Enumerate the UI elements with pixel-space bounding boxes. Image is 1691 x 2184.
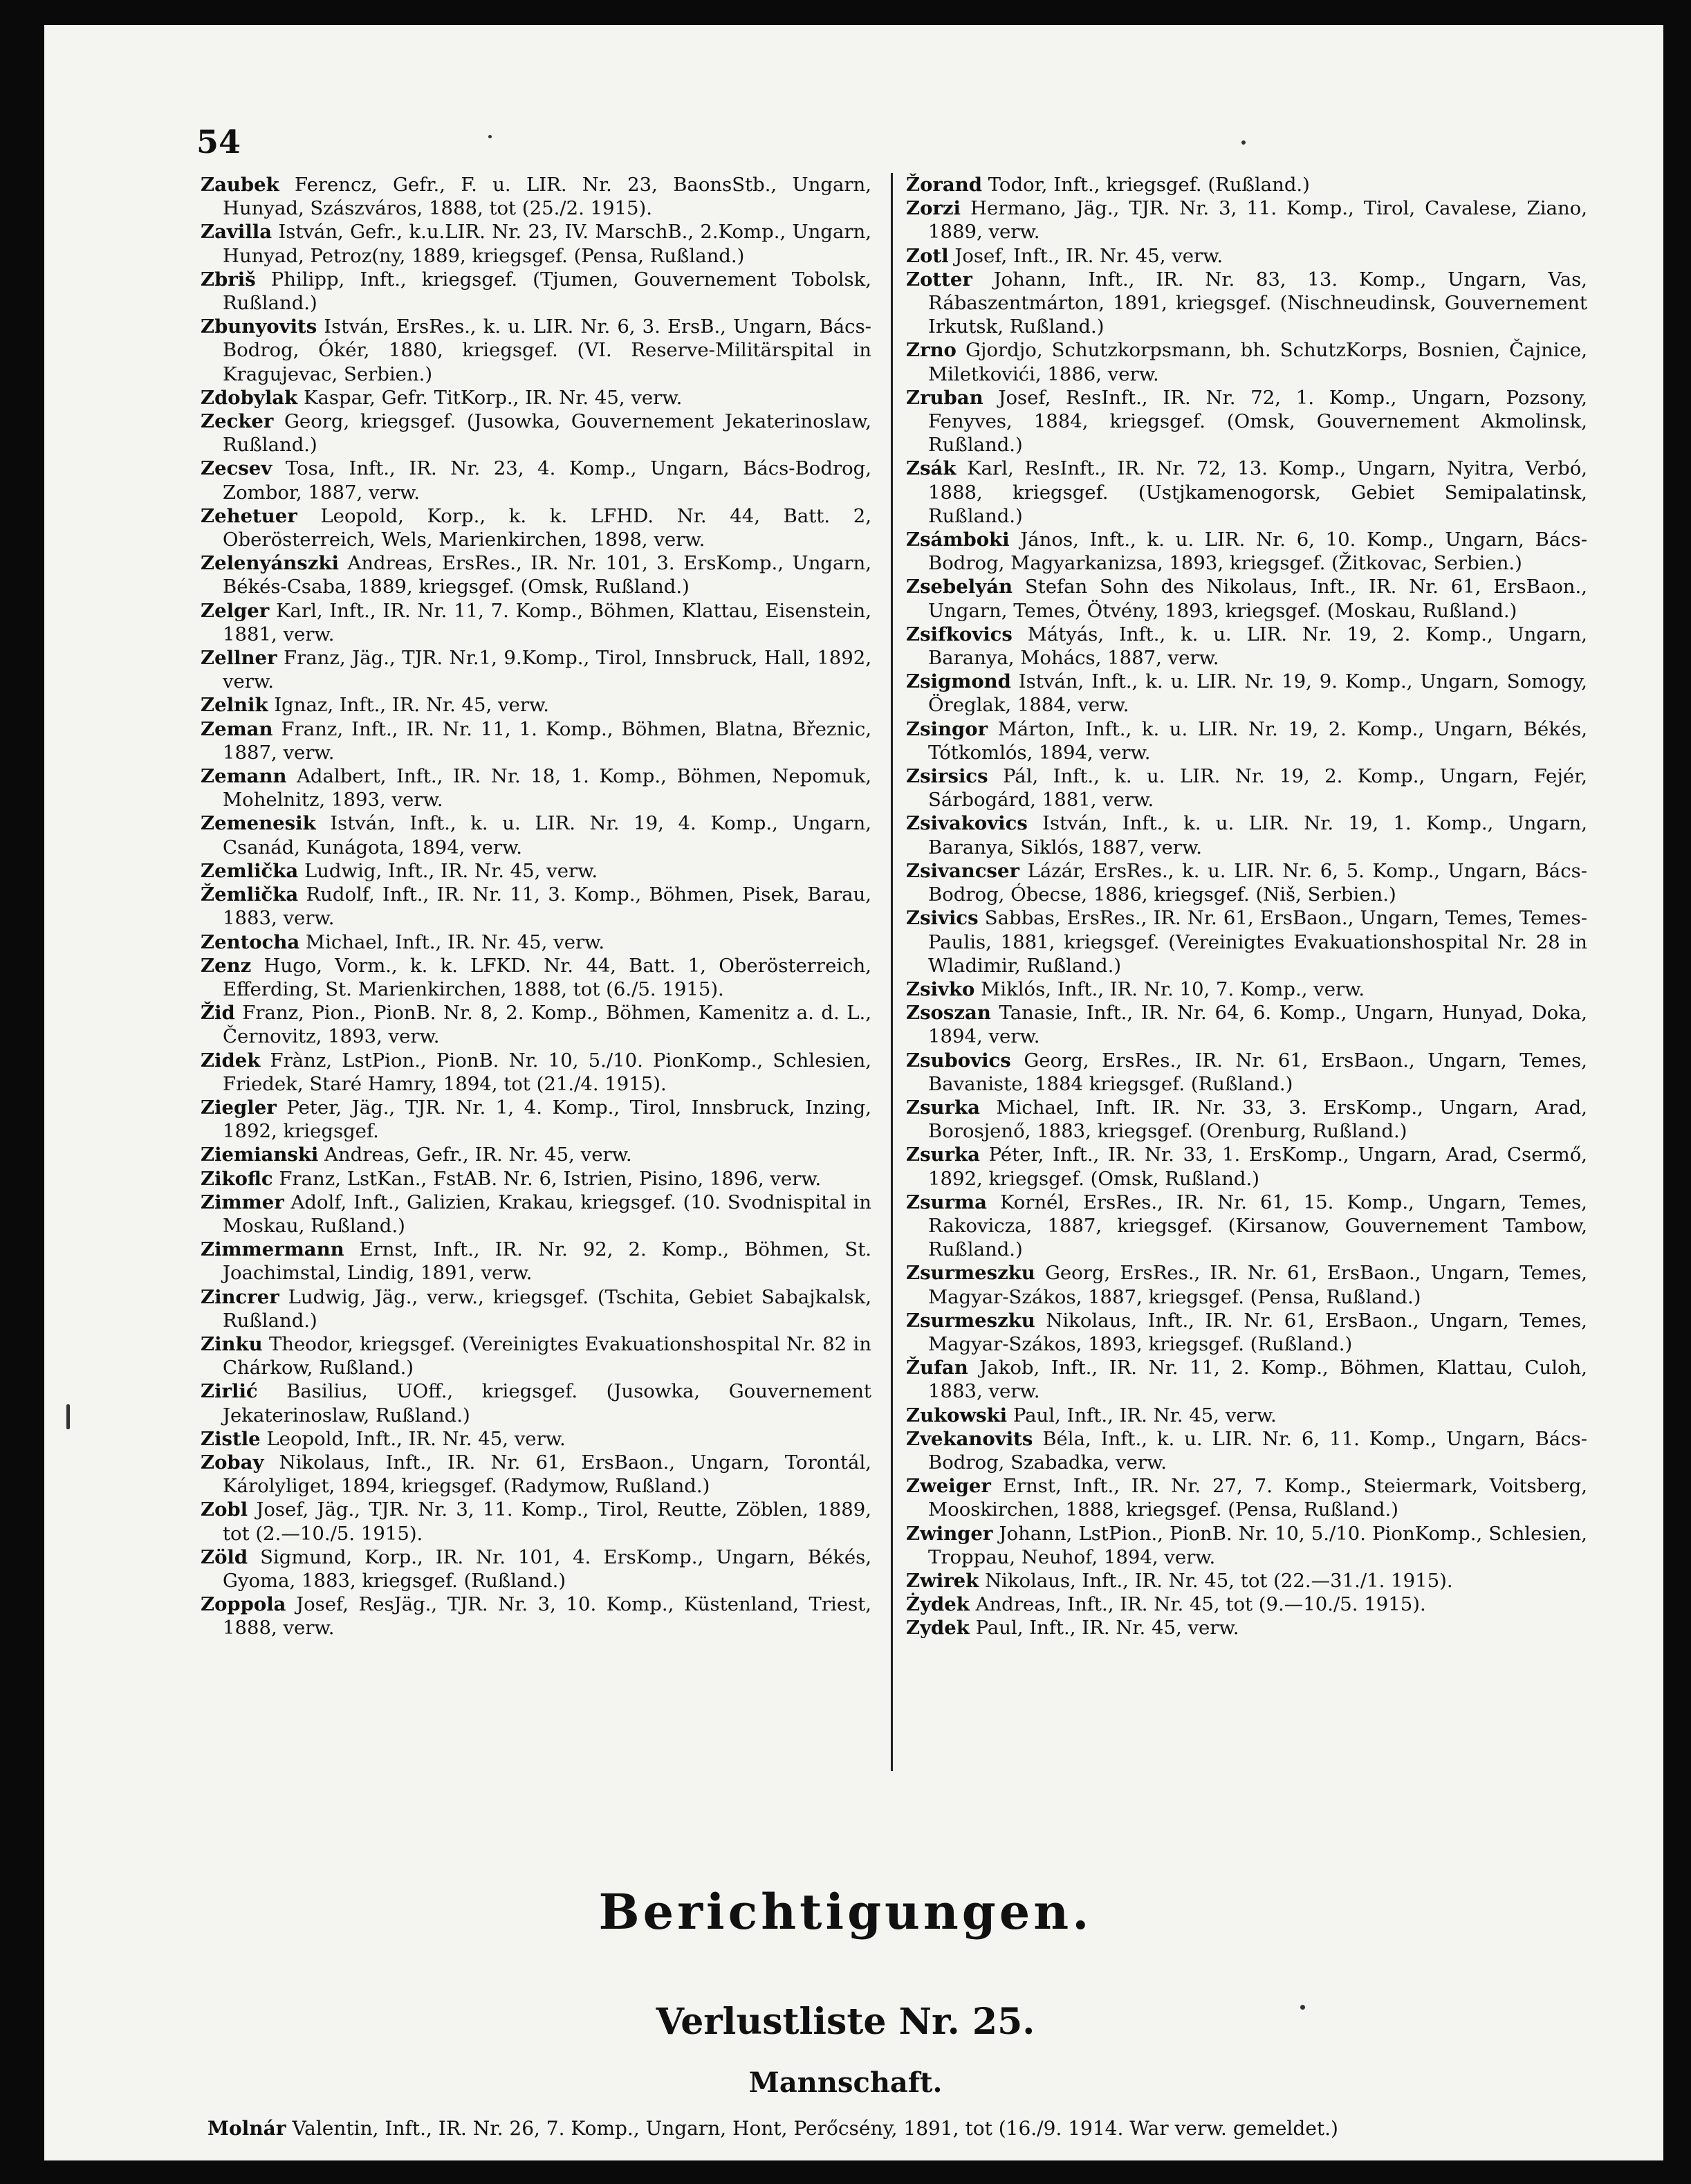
left-column [201,173,871,1640]
entry-text: Andreas, ErsRes., IR. Nr. 101, 3. ErsKomp., Ungarn, Békés-Csaba, 1889, kriegsgef. (Omsk, Rußland.) [223,552,871,598]
casualty-entry [201,1001,871,1048]
loss-list-title: Verlustliste Nr. 25. [656,2001,1035,2043]
entry-text: Johann, LstPion., PionB. Nr. 10, 5./10. PionKomp., Schlesien, Troppau, Neuhof, 1894, verw. [928,1522,1587,1568]
entry-name: Zimmer [201,1191,284,1213]
entry-text: Johann, Inft., IR. Nr. 83, 13. Komp., Ungarn, Vas, Rábaszentmárton, 1891, kriegsgef. (Nischneudinsk, Gouvernement Irkutsk, Rußland.) [928,268,1587,338]
entry-text: Leopold, Korp., k. k. LFHD. Nr. 44, Batt. 2, Oberösterreich, Wels, Marienkirchen, 1898, verw. [223,504,871,551]
entry-text: Ernst, Inft., IR. Nr. 27, 7. Komp., Steiermark, Voitsberg, Mooskirchen, 1888, kriegsgef. (Pensa, Rußland.) [928,1475,1587,1521]
casualty-entry [906,1427,1587,1474]
casualty-entry [201,1379,871,1426]
entry-text: Pál, Inft., k. u. LIR. Nr. 19, 2. Komp., Ungarn, Fejér, Sárbogárd, 1881, verw. [928,765,1587,811]
correction-entry [207,2117,1613,2140]
scan-speck [1300,2005,1305,2010]
entry-text: Kaspar, Gefr. TitKorp., IR. Nr. 45, verw. [303,386,683,409]
casualty-entry [201,1427,871,1451]
entry-text: Ludwig, Inft., IR. Nr. 45, verw. [304,859,598,882]
casualty-entry [201,883,871,930]
casualty-entry [201,954,871,1001]
entry-text: Franz, LstKan., FstAB. Nr. 6, Istrien, Pisino, 1896, verw. [279,1167,822,1190]
entry-text: Josef, Jäg., TJR. Nr. 3, 11. Komp., Tirol, Reutte, Zöblen, 1889, tot (2.—10./5. 1915). [223,1498,871,1545]
section-title: Mannschaft. [748,2066,943,2099]
casualty-entry [906,173,1587,196]
entry-text: Ludwig, Jäg., verw., kriegsgef. (Tschita, Gebiet Sabajkalsk, Rußland.) [223,1285,871,1332]
casualty-entry [906,859,1587,906]
entry-name: Zecsev [201,457,272,480]
casualty-entry [906,1309,1587,1356]
entry-name: Zsivko [906,978,975,1000]
entry-text: Josef, ResInft., IR. Nr. 72, 1. Komp., Ungarn, Pozsony, Fenyves, 1884, kriegsgef. (Omsk, Gouvernement Akmolinsk, Rußland.) [928,386,1587,457]
entry-name: Zbriš [201,268,256,291]
right-column [906,173,1587,1640]
column-divider [891,173,893,1771]
scan-speck [1241,140,1246,145]
entry-name: Zsámboki [906,529,1010,551]
entry-text: Todor, Inft., kriegsgef. (Rußland.) [988,174,1310,196]
entry-text: Andreas, Inft., IR. Nr. 45, tot (9.—10./5. 1915). [975,1593,1426,1616]
entry-name: Zsubovics [906,1049,1011,1072]
entry-name: Zydek [906,1617,970,1640]
page-number: 54 [196,123,241,160]
entry-name: Žorand [906,174,982,196]
entry-text: Georg, ErsRes., IR. Nr. 61, ErsBaon., Ungarn, Temes, Bavaniste, 1884 kriegsgef. (Rußland.) [928,1049,1587,1095]
casualty-entry [201,457,871,504]
casualty-entry [201,859,871,883]
entry-name: Zinku [201,1332,263,1355]
casualty-entry [906,978,1587,1001]
entry-name: Zistle [201,1427,261,1450]
casualty-entry [906,268,1587,339]
entry-name: Ziemianski [201,1144,319,1166]
casualty-entry [906,1522,1587,1569]
casualty-entry [201,1545,871,1593]
entry-name: Zsoszan [906,1002,991,1025]
entry-name: Zentocha [201,930,300,953]
entry-text: Franz, Pion., PionB. Nr. 8, 2. Komp., Böhmen, Kamenitz a. d. L., Černovitz, 1893, verw. [223,1002,871,1048]
entry-text: Michael, Inft. IR. Nr. 33, 3. ErsKomp., Ungarn, Arad, Borosjenő, 1883, kriegsgef. (Orenburg, Rußland.) [928,1096,1587,1143]
casualty-entry [906,1616,1587,1640]
casualty-entry [906,575,1587,622]
casualty-entry [201,220,871,267]
entry-name: Zavilla [201,221,272,244]
casualty-entry [201,1191,871,1238]
casualty-entry [201,386,871,410]
entry-name: Zukowski [906,1404,1008,1426]
entry-text: Leopold, Inft., IR. Nr. 45, verw. [266,1427,566,1450]
entry-text: Miklós, Inft., IR. Nr. 10, 7. Komp., verw. [981,978,1365,1000]
casualty-entry [906,528,1587,575]
entry-text: Frànz, LstPion., PionB. Nr. 10, 5./10. PionKomp., Schlesien, Friedek, Staré Hamry, 1894, tot (21./4. 1915). [223,1049,871,1095]
entry-text: Peter, Jäg., TJR. Nr. 1, 4. Komp., Tirol, Innsbruck, Inzing, 1892, kriegsgef. [223,1096,871,1143]
entry-name: Zincrer [201,1285,279,1308]
entry-name: Zoppola [201,1593,286,1616]
entry-text: István, Inft., k. u. LIR. Nr. 19, 9. Komp., Ungarn, Somogy, Öreglak, 1884, verw. [928,670,1587,717]
entry-name: Zsurmeszku [906,1262,1035,1285]
entry-text: Gjordjo, Schutzkorpsmann, bh. SchutzKorps, Bosnien, Čajnice, Miletkovići, 1886, verw. [928,339,1587,385]
entry-text: Georg, kriegsgef. (Jusowka, Gouvernement Jekaterinoslaw, Rußland.) [223,410,871,457]
entry-name: Zenz [201,954,252,977]
casualty-entry [906,1474,1587,1521]
entry-text: Tosa, Inft., IR. Nr. 23, 4. Komp., Ungarn, Bács-Bodrog, Zombor, 1887, verw. [223,457,872,504]
entry-text: Franz, Jäg., TJR. Nr.1, 9.Komp., Tirol, Innsbruck, Hall, 1892, verw. [223,647,871,693]
entry-text: Ignaz, Inft., IR. Nr. 45, verw. [274,694,550,717]
casualty-entry [201,693,871,717]
entry-name: Zidek [201,1049,261,1072]
casualty-entry [201,646,871,693]
entry-name: Zruban [906,386,983,409]
entry-text: Andreas, Gefr., IR. Nr. 45, verw. [324,1144,632,1166]
entry-text: Karl, ResInft., IR. Nr. 72, 13. Komp., Ungarn, Nyitra, Verbó, 1888, kriegsgef. (Ustjkamenogorsk, Gebiet Semipalatinsk, Rußland.) [928,457,1587,527]
entry-text: Paul, Inft., IR. Nr. 45, verw. [975,1617,1239,1640]
entry-text: Franz, Inft., IR. Nr. 11, 1. Komp., Böhmen, Blatna, Březnic, 1887, verw. [223,717,871,764]
casualty-entry [906,623,1587,670]
entry-text: Josef, ResJäg., TJR. Nr. 3, 10. Komp., Küstenland, Triest, 1888, verw. [223,1593,872,1640]
entry-text: János, Inft., k. u. LIR. Nr. 6, 10. Komp., Ungarn, Bács-Bodrog, Magyarkanizsa, 1893, kriegsgef. (Žitkovac, Serbien.) [928,529,1587,575]
entry-name: Zelger [201,599,270,622]
casualty-entry [906,1569,1587,1593]
entry-name: Zobay [201,1451,264,1474]
entry-text: Josef, Inft., IR. Nr. 45, verw. [954,244,1223,267]
entry-text: Michael, Inft., IR. Nr. 45, verw. [305,930,605,953]
entry-text: István, Inft., k. u. LIR. Nr. 19, 4. Komp., Ungarn, Csanád, Kunágota, 1894, verw. [223,812,871,859]
casualty-entry [201,764,871,811]
entry-name: Zemenesik [201,812,316,835]
casualty-entry [906,906,1587,978]
entry-name: Molnár [207,2117,286,2140]
casualty-entry [906,1143,1587,1190]
entry-text: Philipp, Inft., kriegsgef. (Tjumen, Gouvernement Tobolsk, Rußland.) [223,268,871,315]
entry-name: Zimmermann [201,1238,344,1261]
casualty-entry [906,1001,1587,1048]
casualty-entry [906,1404,1587,1427]
casualty-entry [201,1498,871,1545]
casualty-entry [906,1593,1587,1616]
entry-text: Sigmund, Korp., IR. Nr. 101, 4. ErsKomp., Ungarn, Békés, Gyoma, 1883, kriegsgef. (Rußland.) [223,1545,872,1592]
entry-name: Zvekanovits [906,1427,1033,1450]
entry-text: Péter, Inft., IR. Nr. 33, 1. ErsKomp., Ungarn, Arad, Csermő, 1892, kriegsgef. (Omsk, Rußland.) [928,1144,1587,1190]
entry-name: Zsurka [906,1144,980,1166]
entry-name: Zeman [201,717,273,740]
casualty-entry [906,670,1587,717]
entry-name: Zelnik [201,694,268,717]
casualty-entry [201,1285,871,1332]
entry-text: Jakob, Inft., IR. Nr. 11, 2. Komp., Böhmen, Klattau, Culoh, 1883, verw. [928,1357,1587,1403]
entry-text: Hermano, Jäg., TJR. Nr. 3, 11. Komp., Tirol, Cavalese, Ziano, 1889, verw. [928,197,1587,244]
entry-text: Stefan Sohn des Nikolaus, Inft., IR. Nr. 61, ErsBaon., Ungarn, Temes, Ötvény, 1893, kriegsgef. (Moskau, Rußland.) [928,576,1587,622]
casualty-entry [906,338,1587,385]
casualty-entry [906,1096,1587,1143]
entry-text: Ernst, Inft., IR. Nr. 92, 2. Komp., Böhmen, St. Joachimstal, Lindig, 1891, verw. [223,1238,872,1285]
casualty-entry [201,1096,871,1143]
casualty-entry [906,1261,1587,1308]
entry-name: Zweiger [906,1475,991,1498]
entry-name: Zobl [201,1498,248,1521]
entry-name: Zwinger [906,1522,993,1545]
casualty-entry [201,410,871,457]
entry-text: Lázár, ErsRes., k. u. LIR. Nr. 6, 5. Komp., Ungarn, Bács-Bodrog, Óbecse, 1886, kriegsgef. (Niš, Serbien.) [928,859,1588,906]
entry-name: Zehetuer [201,504,297,527]
entry-text: Adolf, Inft., Galizien, Krakau, kriegsgef. (10. Svodnispital in Moskau, Rußland.) [223,1191,871,1237]
entry-name: Zsivics [906,907,979,930]
casualty-entry [201,1593,871,1640]
entry-text: Adalbert, Inft., IR. Nr. 18, 1. Komp., Böhmen, Nepomuk, Mohelnitz, 1893, verw. [223,765,871,811]
casualty-entry [201,1049,871,1096]
entry-name: Zdobylak [201,386,298,409]
entry-name: Zsivakovics [906,812,1028,835]
entry-name: Ziegler [201,1096,277,1119]
casualty-entry [906,1049,1587,1096]
entry-text: Tanasie, Inft., IR. Nr. 64, 6. Komp., Ungarn, Hunyad, Doka, 1894, verw. [928,1002,1587,1048]
casualty-entry [906,811,1587,859]
casualty-entry [201,599,871,646]
entry-name: Zöld [201,1545,248,1568]
entry-name: Žufan [906,1357,968,1379]
entry-text: Georg, ErsRes., IR. Nr. 61, ErsBaon., Ungarn, Temes, Magyar-Szákos, 1887, kriegsgef. (Pensa, Rußland.) [928,1262,1587,1308]
entry-name: Zsurma [906,1191,987,1213]
casualty-entry [906,1191,1587,1262]
casualty-entry [906,1356,1587,1403]
casualty-entry [201,1143,871,1166]
casualty-entry [201,315,871,386]
entry-name: Zsifkovics [906,623,1013,645]
entry-text: Nikolaus, Inft., IR. Nr. 45, tot (22.—31./1. 1915). [984,1569,1453,1592]
entry-text: Nikolaus, Inft., IR. Nr. 61, ErsBaon., Ungarn, Torontál, Károlyliget, 1894, kriegsgef. (Radymow, Rußland.) [223,1451,871,1498]
entry-name: Zotl [906,244,949,267]
entry-name: Zsingor [906,717,988,740]
entry-text: Béla, Inft., k. u. LIR. Nr. 6, 11. Komp., Ungarn, Bács-Bodrog, Szabadka, verw. [928,1427,1587,1474]
entry-name: Žid [201,1002,235,1025]
entry-name: Zsurka [906,1096,980,1119]
entry-text: Karl, Inft., IR. Nr. 11, 7. Komp., Böhmen, Klattau, Eisenstein, 1881, verw. [223,599,871,645]
casualty-entry [201,717,871,764]
entry-name: Zaubek [201,174,279,196]
entry-text: István, Gefr., k.u.LIR. Nr. 23, IV. MarschB., 2.Komp., Ungarn, Hunyad, Petroz(ny, 1889, kriegsgef. (Pensa, Rußland.) [223,221,871,267]
entry-name: Zsák [906,457,957,480]
casualty-entry [201,811,871,859]
entry-text: Basilius, UOff., kriegsgef. (Jusowka, Gouvernement Jekaterinoslaw, Rußland.) [223,1380,871,1426]
casualty-entry [201,1167,871,1191]
entry-text: Theodor, kriegsgef. (Vereinigtes Evakuationshospital Nr. 82 in Chárkow, Rußland.) [223,1332,872,1379]
entry-text: Rudolf, Inft., IR. Nr. 11, 3. Komp., Böhmen, Pisek, Barau, 1883, verw. [223,883,871,930]
entry-name: Zsigmond [906,670,1011,693]
entry-name: Zsurmeszku [906,1309,1035,1332]
casualty-entry [201,551,871,598]
casualty-entry [906,457,1587,528]
entry-text: Valentin, Inft., IR. Nr. 26, 7. Komp., Ungarn, Hont, Perőcsény, 1891, tot (16./9. 1914. War verw. gemeldet.) [292,2117,1338,2140]
casualty-entry [201,1451,871,1498]
corrections-title: Berichtigungen. [598,1883,1093,1940]
entry-name: Zelenyánszki [201,552,339,575]
entry-name: Zsirsics [906,765,988,788]
scan-speck [66,1404,70,1429]
casualty-entry [201,930,871,954]
casualty-entry [906,196,1587,244]
casualty-entry [906,386,1587,457]
entry-text: Sabbas, ErsRes., IR. Nr. 61, ErsBaon., Ungarn, Temes, Temes-Paulis, 1881, kriegsgef. (Vereinigtes Evakuationshospital Nr. 28 in Wladimir, Rußland.) [928,907,1587,977]
casualty-entry [906,764,1587,811]
entry-name: Žemlička [201,883,299,906]
entry-name: Zbunyovits [201,315,317,338]
scan-speck [488,135,492,138]
casualty-entry [201,504,871,551]
entry-name: Zellner [201,647,277,670]
entry-text: Mátyás, Inft., k. u. LIR. Nr. 19, 2. Komp., Ungarn, Baranya, Mohács, 1887, verw. [928,623,1587,670]
casualty-entry [906,244,1587,268]
casualty-entry [201,1238,871,1285]
entry-name: Zwirek [906,1569,979,1592]
casualty-entry [201,268,871,315]
entry-name: Zorzi [906,197,961,220]
entry-name: Zikoflc [201,1167,273,1190]
entry-name: Zsivancser [906,859,1020,882]
entry-name: Zrno [906,339,957,362]
entry-text: István, Inft., k. u. LIR. Nr. 19, 1. Komp., Ungarn, Baranya, Siklós, 1887, verw. [928,812,1587,859]
entry-name: Żydek [906,1593,970,1616]
entry-name: Zecker [201,410,274,433]
entry-name: Zsebelyán [906,576,1013,598]
casualty-entry [201,1332,871,1379]
entry-name: Zirlić [201,1380,258,1403]
entry-text: Kornél, ErsRes., IR. Nr. 61, 15. Komp., Ungarn, Temes, Rakovicza, 1887, kriegsgef. (Kirsanow, Gouvernement Tambow, Rußland.) [928,1191,1587,1261]
entry-text: Nikolaus, Inft., IR. Nr. 61, ErsBaon., Ungarn, Temes, Magyar-Szákos, 1893, kriegsgef. (Rußland.) [928,1309,1587,1355]
entry-name: Zemlička [201,859,299,882]
entry-text: Ferencz, Gefr., F. u. LIR. Nr. 23, BaonsStb., Ungarn, Hunyad, Szászváros, 1888, tot (25./2. 1915). [223,174,871,220]
entry-name: Zotter [906,268,972,291]
entry-text: István, ErsRes., k. u. LIR. Nr. 6, 3. ErsB., Ungarn, Bács-Bodrog, Ókér, 1880, kriegsgef. (VI. Reserve-Militärspital in Kragujevac, Serbien.) [223,315,871,385]
entry-name: Zemann [201,765,287,788]
casualty-entry [201,173,871,220]
entry-text: Hugo, Vorm., k. k. LFKD. Nr. 44, Batt. 1, Oberösterreich, Efferding, St. Marienkirchen, 1888, tot (6./5. 1915). [223,954,871,1000]
entry-text: Paul, Inft., IR. Nr. 45, verw. [1013,1404,1277,1426]
entry-text: Márton, Inft., k. u. LIR. Nr. 19, 2. Komp., Ungarn, Békés, Tótkomlós, 1894, verw. [928,717,1587,764]
casualty-entry [906,717,1587,764]
